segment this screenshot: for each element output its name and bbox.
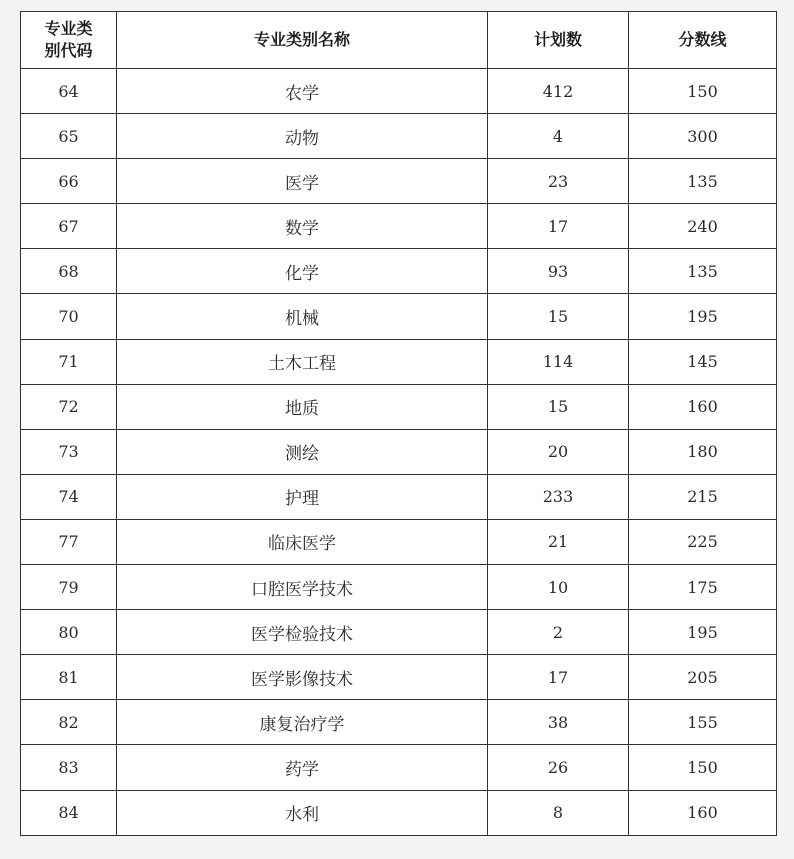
cell-name: 农学 xyxy=(117,69,488,114)
cell-plan: 10 xyxy=(488,565,629,610)
cell-score: 145 xyxy=(629,339,777,384)
cell-code: 70 xyxy=(21,294,117,339)
cell-plan: 93 xyxy=(488,249,629,294)
cell-plan: 4 xyxy=(488,114,629,159)
table-row xyxy=(21,204,777,249)
cell-plan: 23 xyxy=(488,159,629,204)
cell-code: 73 xyxy=(21,429,117,474)
cell-score: 160 xyxy=(629,384,777,429)
table-row xyxy=(21,114,777,159)
cell-score: 150 xyxy=(629,745,777,790)
cell-code: 77 xyxy=(21,519,117,564)
cell-code: 79 xyxy=(21,565,117,610)
column-header-plan: 计划数 xyxy=(488,12,629,69)
table-row xyxy=(21,610,777,655)
cell-name: 机械 xyxy=(117,294,488,339)
cell-code: 72 xyxy=(21,384,117,429)
cell-score: 135 xyxy=(629,249,777,294)
cell-score: 240 xyxy=(629,204,777,249)
cell-score: 300 xyxy=(629,114,777,159)
table-row xyxy=(21,294,777,339)
cell-plan: 15 xyxy=(488,384,629,429)
cell-plan: 21 xyxy=(488,519,629,564)
cell-name: 地质 xyxy=(117,384,488,429)
cell-name: 测绘 xyxy=(117,429,488,474)
cell-name: 水利 xyxy=(117,790,488,835)
table-row xyxy=(21,159,777,204)
table-row xyxy=(21,339,777,384)
table-row xyxy=(21,69,777,114)
cell-code: 68 xyxy=(21,249,117,294)
cell-code: 82 xyxy=(21,700,117,745)
table-row xyxy=(21,249,777,294)
cell-name: 土木工程 xyxy=(117,339,488,384)
cell-name: 动物 xyxy=(117,114,488,159)
cell-score: 215 xyxy=(629,474,777,519)
table-row xyxy=(21,474,777,519)
table-row xyxy=(21,790,777,835)
cell-score: 225 xyxy=(629,519,777,564)
cell-plan: 114 xyxy=(488,339,629,384)
cell-code: 84 xyxy=(21,790,117,835)
cell-name: 医学影像技术 xyxy=(117,655,488,700)
cell-code: 65 xyxy=(21,114,117,159)
table-row xyxy=(21,384,777,429)
cell-score: 155 xyxy=(629,700,777,745)
cell-score: 195 xyxy=(629,294,777,339)
admission-plan-table xyxy=(20,11,777,836)
cell-score: 205 xyxy=(629,655,777,700)
cell-code: 66 xyxy=(21,159,117,204)
cell-plan: 8 xyxy=(488,790,629,835)
cell-name: 数学 xyxy=(117,204,488,249)
table-row xyxy=(21,565,777,610)
cell-name: 口腔医学技术 xyxy=(117,565,488,610)
cell-plan: 17 xyxy=(488,655,629,700)
cell-name: 康复治疗学 xyxy=(117,700,488,745)
column-header-code: 专业类别代码 xyxy=(21,12,117,69)
cell-code: 81 xyxy=(21,655,117,700)
cell-score: 160 xyxy=(629,790,777,835)
cell-name: 临床医学 xyxy=(117,519,488,564)
cell-code: 67 xyxy=(21,204,117,249)
admission-table-container xyxy=(20,11,776,836)
cell-plan: 26 xyxy=(488,745,629,790)
column-header-name: 专业类别名称 xyxy=(117,12,488,69)
cell-name: 医学 xyxy=(117,159,488,204)
table-row xyxy=(21,700,777,745)
table-row xyxy=(21,519,777,564)
table-row xyxy=(21,429,777,474)
cell-score: 135 xyxy=(629,159,777,204)
table-row xyxy=(21,655,777,700)
cell-plan: 20 xyxy=(488,429,629,474)
cell-code: 83 xyxy=(21,745,117,790)
cell-score: 150 xyxy=(629,69,777,114)
cell-plan: 233 xyxy=(488,474,629,519)
table-header-row xyxy=(21,12,777,69)
cell-name: 化学 xyxy=(117,249,488,294)
cell-name: 护理 xyxy=(117,474,488,519)
column-header-score: 分数线 xyxy=(629,12,777,69)
cell-plan: 38 xyxy=(488,700,629,745)
cell-plan: 17 xyxy=(488,204,629,249)
cell-plan: 2 xyxy=(488,610,629,655)
table-body xyxy=(21,69,777,836)
cell-name: 药学 xyxy=(117,745,488,790)
cell-score: 175 xyxy=(629,565,777,610)
cell-plan: 412 xyxy=(488,69,629,114)
cell-score: 180 xyxy=(629,429,777,474)
cell-code: 64 xyxy=(21,69,117,114)
table-row xyxy=(21,745,777,790)
cell-plan: 15 xyxy=(488,294,629,339)
cell-score: 195 xyxy=(629,610,777,655)
cell-code: 71 xyxy=(21,339,117,384)
cell-code: 80 xyxy=(21,610,117,655)
cell-name: 医学检验技术 xyxy=(117,610,488,655)
cell-code: 74 xyxy=(21,474,117,519)
